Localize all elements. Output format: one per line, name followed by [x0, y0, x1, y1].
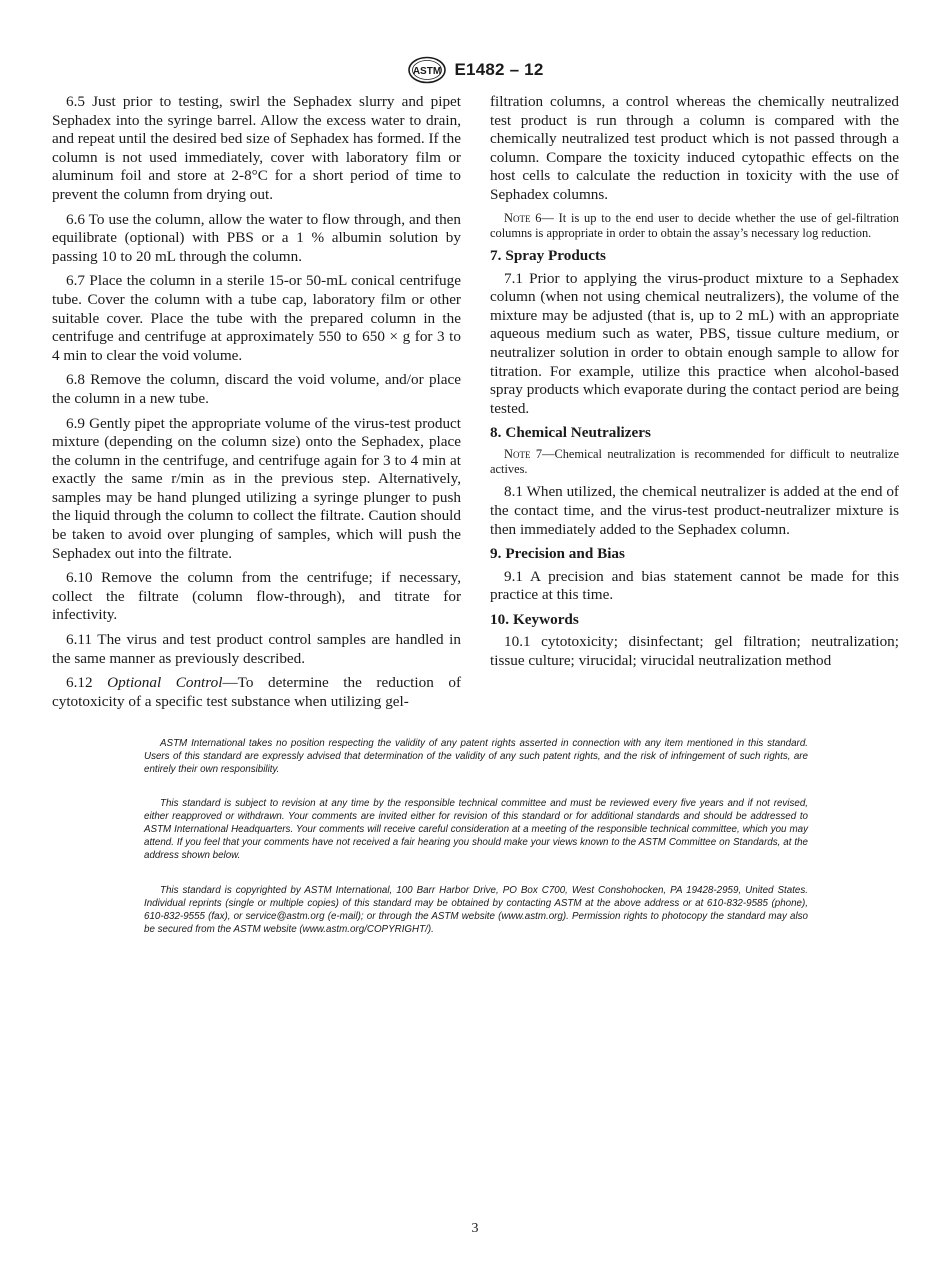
paragraph-10-1: 10.1 cytotoxicity; disinfectant; gel filtration; neutralization; tissue culture; virucidal; virucidal neutralization method [490, 633, 899, 670]
section-7-title: Spray Products [505, 246, 606, 264]
paragraph-9-1: 9.1 A precision and bias statement cannot be made for this practice at this time. [490, 567, 899, 604]
paragraph-6-12-continued: filtration columns, a control whereas the chemically neutralized test product is run through a column is compared with the chemically neutralized test product which is not passed through a column. Compare the toxicity induced cytopathic effects on the host cells to calculate the reduction in toxicity with the use of Sephadex columns. [490, 93, 899, 203]
section-8-title: Chemical Neutralizers [505, 424, 651, 442]
paragraph-6-8: 6.8 Remove the column, discard the void volume, and/or place the column in a new tube. [52, 371, 461, 407]
section-9-number: 9. [490, 545, 502, 563]
section-10-heading [490, 611, 899, 630]
section-9-title: Precision and Bias [505, 545, 625, 563]
section-7-number: 7. [490, 246, 502, 264]
revision-notice-text: This standard is subject to revision at any time by the responsible technical committee and must be reviewed every five years and if not revised, either reapproved or withdrawn. Your comments are invited either for revision of this standard or for additional standards and should be addressed to ASTM International Headquarters. Your comments will receive careful consideration at a meeting of the responsible technical committee, which you may attend. If you feel that your comments have not received a fair hearing you should make your views known to the ASTM Committee on Standards, at the address shown below. [144, 798, 808, 861]
section-10-number: 10. [490, 610, 509, 628]
footer-revision-notice [144, 797, 808, 862]
svg-text:ASTM: ASTM [412, 66, 441, 77]
paragraph-6-12 [52, 674, 461, 711]
section-7-heading [490, 247, 899, 266]
note-7-label: Note [504, 446, 531, 461]
note-6-text: 6— It is up to the end user to decide whether the use of gel-filtration columns is appropriate in order to obtain the assay’s necessary log reduction. [490, 210, 899, 240]
paragraph-6-12-text: —To determine the reduction of cytotoxicity of a specific test substance when utilizing gel- [52, 674, 462, 710]
standard-designation: E1482 – 12 [454, 60, 544, 79]
note-7-text: 7—Chemical neutralization is recommended for difficult to neutralize actives. [490, 446, 899, 477]
paragraph-6-10: 6.10 Remove the column from the centrifuge; if necessary, collect the filtrate (column flow-through), and titrate for infectivity. [52, 569, 461, 624]
left-column [52, 93, 461, 717]
footer-patent-notice [144, 737, 808, 776]
section-8-heading [490, 424, 899, 443]
right-column [490, 93, 899, 677]
copyright-notice-text: This standard is copyrighted by ASTM International, 100 Barr Harbor Drive, PO Box C700, West Conshohocken, PA 19428-2959, United States. Individual reprints (single or multiple copies) of this standard may be obtained by contacting ASTM at the above address or at 610-832-9585 (phone), 610-832-9555 (fax), or service@astm.org (e-mail); or through the ASTM website (www.astm.org). Permission rights to photocopy the standard may also be secured from the ASTM website (www.astm.org/COPYRIGHT/). [144, 885, 808, 935]
note-7 [490, 447, 899, 477]
paragraph-6-11: 6.11 The virus and test product control samples are handled in the same manner as previously described. [52, 631, 461, 667]
paragraph-7-1: 7.1 Prior to applying the virus-product mixture to a Sephadex column (when not using chemical neutralizers), the volume of the mixture may be adjusted (that is, up to 2 mL) with an appropriate aqueous medium such as water, PBS, tissue culture medium, or neutralizer solution in order to obtain enough sample to allow for titration. For example, utilize this practice when alcohol-based spray products which evaporate during the contact period are being tested. [490, 269, 899, 417]
section-8-number: 8. [490, 424, 502, 442]
footer-copyright-notice [144, 884, 808, 936]
paragraph-6-7: 6.7 Place the column in a sterile 15-or 50-mL conical centrifuge tube. Cover the column with a tube cap, laboratory film or other suitable cover. Place the tube with the prepared column in the centrifuge and centrifuge at approximately 550 to 650 × g for 3 to 4 min to clear the void volume. [52, 272, 461, 364]
patent-notice-text: ASTM International takes no position respecting the validity of any patent rights asserted in connection with any item mentioned in this standard. Users of this standard are expressly advised that determination of the validity of any such patent rights, and the risk of infringement of such rights, are entirely their own responsibility. [144, 738, 808, 775]
page-header [0, 54, 950, 86]
note-6 [490, 211, 899, 241]
paragraph-8-1: 8.1 When utilized, the chemical neutralizer is added at the end of the contact time, and the virus-test product-neutralizer mixture is then immediately added to the Sephadex column. [490, 483, 899, 538]
section-10-title: Keywords [512, 610, 579, 628]
paragraph-6-5: 6.5 Just prior to testing, swirl the Sephadex slurry and pipet Sephadex into the syringe barrel. Allow the excess water to drain, and repeat until the desired bed size of Sephadex has formed. If the column is not used immediately, cover with laboratory film or aluminum foil and store at 2-8°C for a short period of time to prevent the column from drying out. [52, 93, 461, 203]
page-number: 3 [471, 1221, 479, 1236]
section-9-heading [490, 545, 899, 564]
note-6-label: Note [504, 210, 531, 225]
paragraph-6-12-number: 6.12 [66, 674, 108, 692]
paragraph-6-6: 6.6 To use the column, allow the water to flow through, and then equilibrate (optional) with PBS or a 1 % albumin solution by passing 10 to 20 mL through the column. [52, 210, 461, 265]
paragraph-6-9: 6.9 Gently pipet the appropriate volume of the virus-test product mixture (depending on the column size) onto the Sephadex, place the column in the centrifuge, and centrifuge again for 3 to 4 min at exactly the same r/min as in the previous step. Alternatively, samples may be hand plunged utilizing a syringe plunger to push the liquid through the column to collect the filtrate. Caution should be taken to avoid over plunging of samples, which will push the Sephadex out into the filtrate. [52, 414, 461, 562]
paragraph-6-12-title: Optional Control [107, 674, 223, 692]
astm-logo-icon [407, 56, 447, 84]
